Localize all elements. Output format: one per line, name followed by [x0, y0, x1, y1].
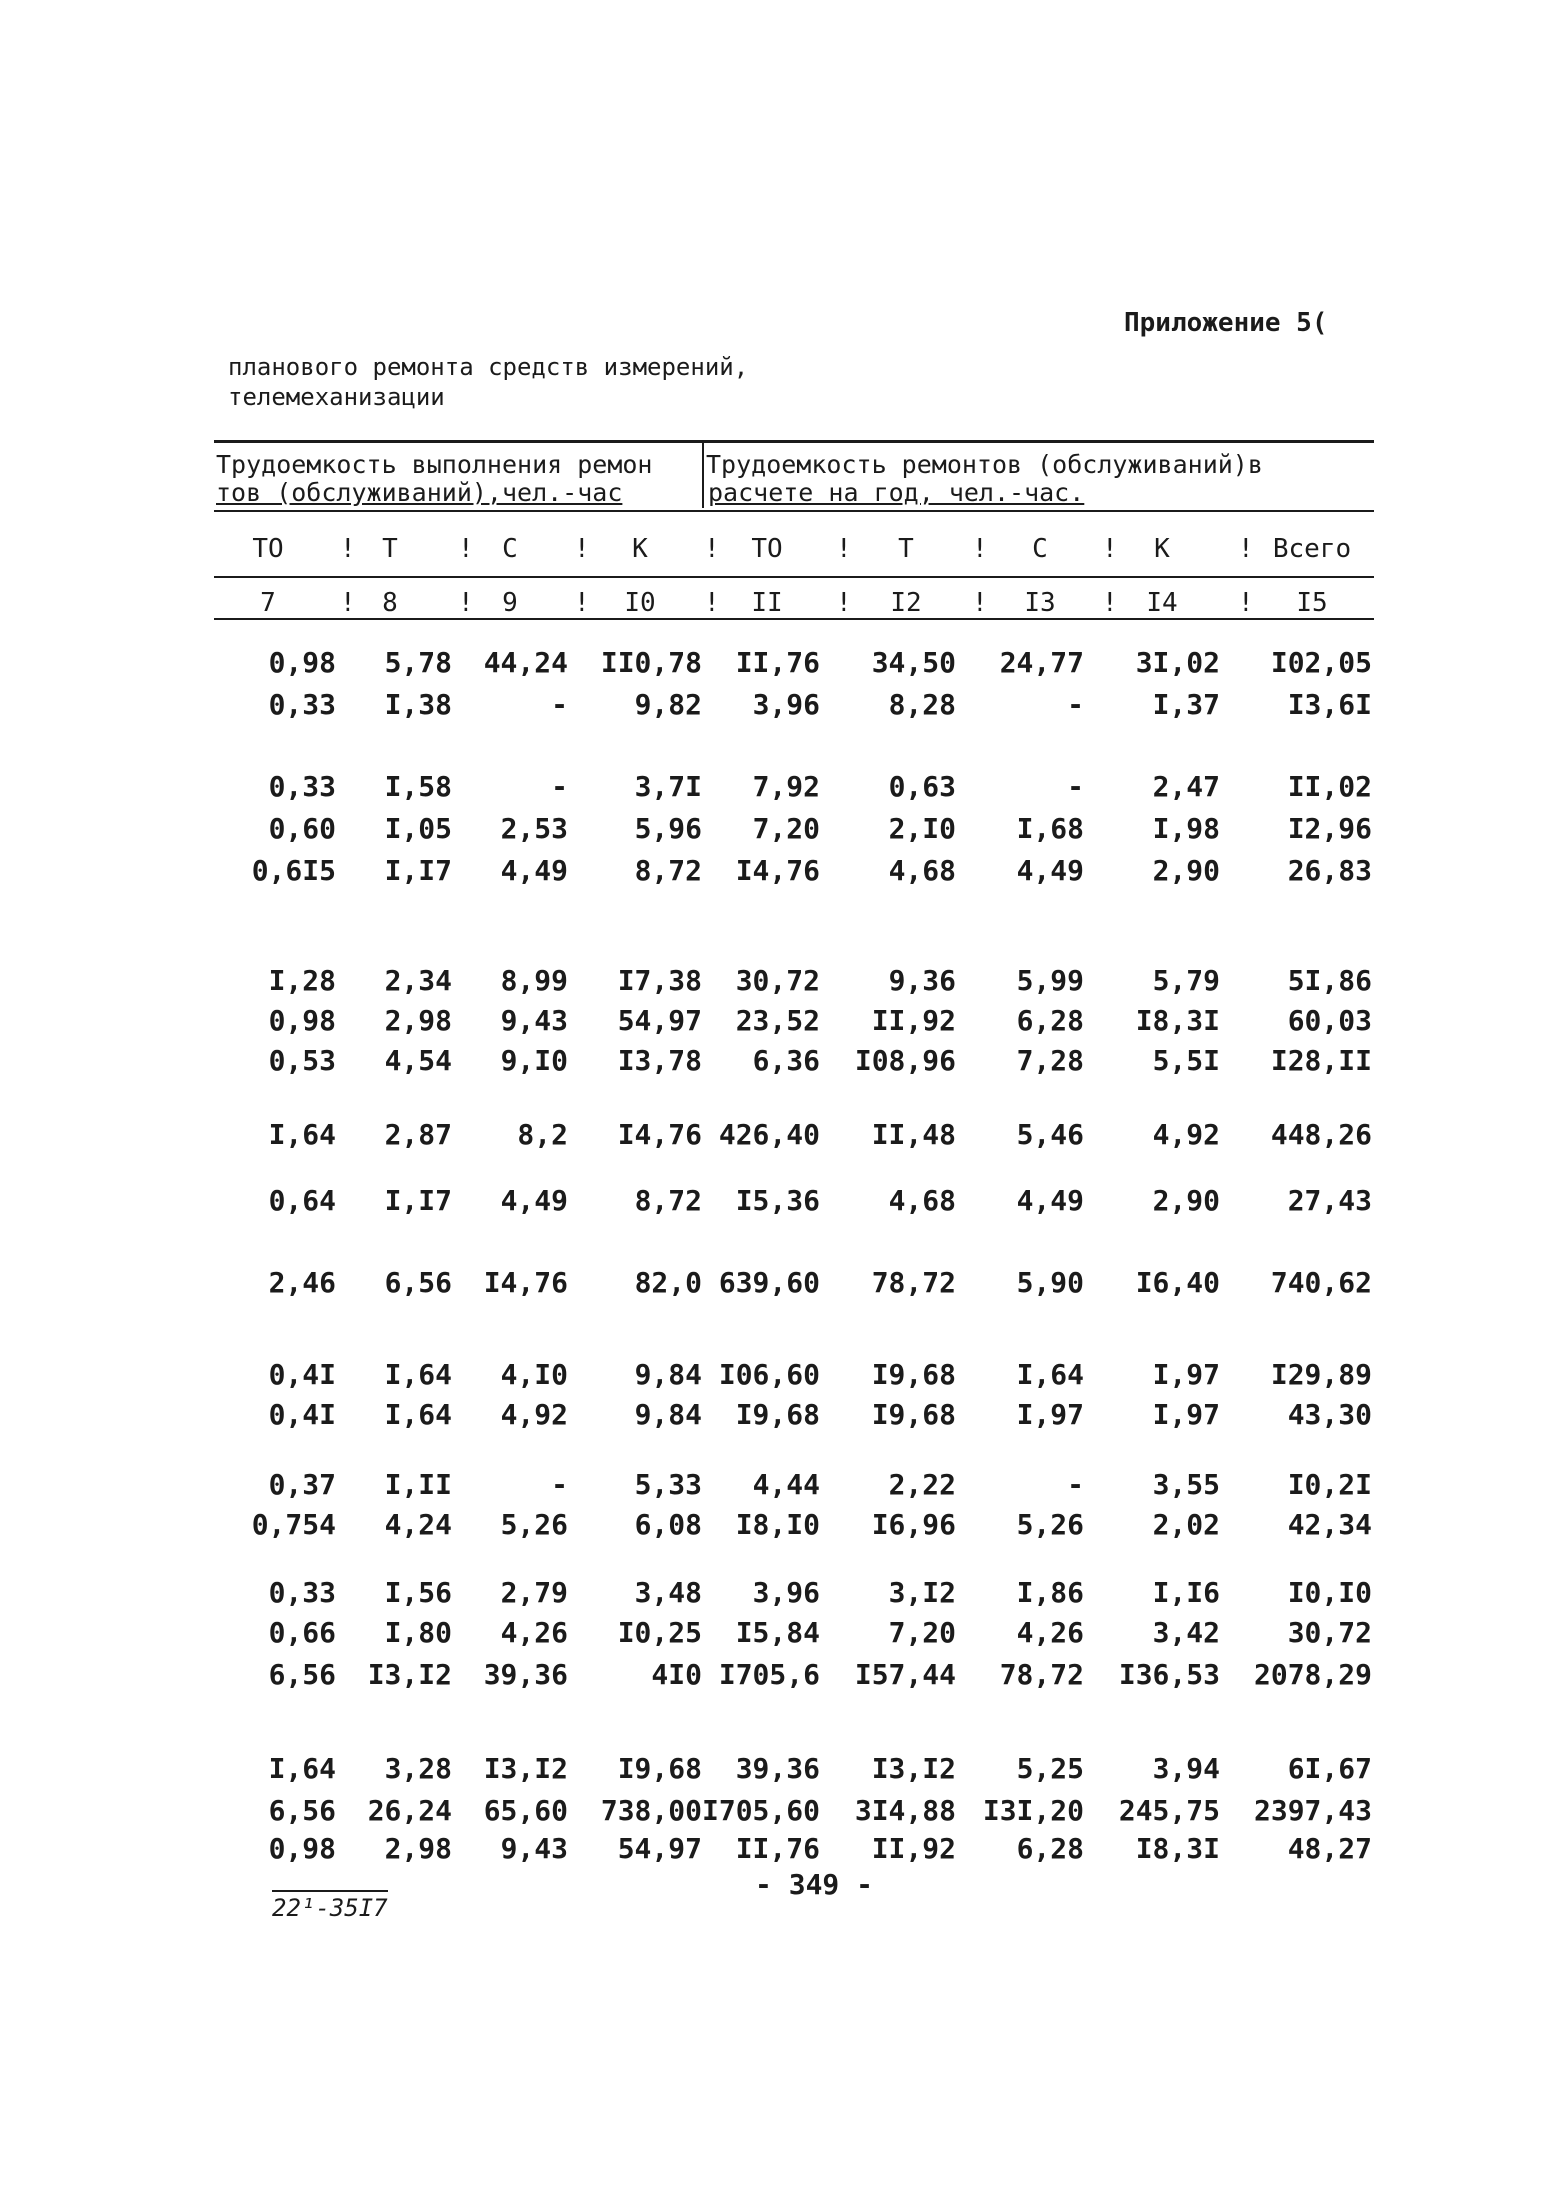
- table-cell: I,97: [1152, 1398, 1220, 1431]
- table-cell: I,I7: [384, 1184, 452, 1217]
- table-cell: 26,83: [1287, 854, 1372, 887]
- table-cell: I,37: [1152, 688, 1220, 721]
- table-cell: 9,84: [634, 1358, 702, 1391]
- table-cell: I8,I0: [735, 1508, 820, 1541]
- table-cell: I06,60: [718, 1358, 820, 1391]
- table-cell: 0,64: [268, 1184, 336, 1217]
- table-cell: II,76: [735, 646, 820, 679]
- table-cell: I4,76: [617, 1118, 702, 1151]
- table-cell: 3,55: [1152, 1468, 1220, 1501]
- table-cell: 54,97: [617, 1832, 702, 1865]
- table-cell: 2397,43: [1253, 1794, 1372, 1827]
- column-separator: !: [972, 534, 988, 564]
- table-cell: 5I,86: [1287, 964, 1372, 997]
- table-cell: -: [1067, 1468, 1084, 1501]
- column-header-2: Т: [382, 534, 398, 564]
- table-cell: 4,49: [1016, 1184, 1084, 1217]
- table-cell: 0,66: [268, 1616, 336, 1649]
- table-cell: I3,78: [617, 1044, 702, 1077]
- table-cell: 9,43: [500, 1004, 568, 1037]
- table-cell: 42,34: [1287, 1508, 1372, 1541]
- table-cell: I3,I2: [367, 1658, 452, 1691]
- table-cell: 8,99: [500, 964, 568, 997]
- table-cell: 740,62: [1270, 1266, 1372, 1299]
- table-cell: 24,77: [999, 646, 1084, 679]
- table-cell: 4,26: [1016, 1616, 1084, 1649]
- column-number-bottom-rule: [214, 618, 1374, 620]
- table-cell: 4,68: [888, 854, 956, 887]
- column-number-8: I4: [1146, 588, 1178, 618]
- table-cell: 5,99: [1016, 964, 1084, 997]
- table-cell: 0,98: [268, 1004, 336, 1037]
- table-cell: I02,05: [1270, 646, 1372, 679]
- table-cell: 60,03: [1287, 1004, 1372, 1037]
- table-cell: I6,40: [1135, 1266, 1220, 1299]
- table-cell: 5,96: [634, 812, 702, 845]
- table-cell: I,80: [384, 1616, 452, 1649]
- table-cell: I8,3I: [1135, 1832, 1220, 1865]
- table-cell: 9,I0: [500, 1044, 568, 1077]
- table-cell: 2,79: [500, 1576, 568, 1609]
- table-cell: I,28: [268, 964, 336, 997]
- table-cell: I,56: [384, 1576, 452, 1609]
- table-cell: 7,92: [752, 770, 820, 803]
- table-cell: I7,38: [617, 964, 702, 997]
- table-cell: I3,I2: [871, 1752, 956, 1785]
- page-number: - 349 -: [755, 1868, 874, 1901]
- table-cell: 3,42: [1152, 1616, 1220, 1649]
- table-cell: 426,40: [718, 1118, 820, 1151]
- table-cell: 4,44: [752, 1468, 820, 1501]
- table-cell: 5,26: [500, 1508, 568, 1541]
- table-cell: 4,68: [888, 1184, 956, 1217]
- table-cell: II,92: [871, 1004, 956, 1037]
- table-cell: 448,26: [1270, 1118, 1372, 1151]
- column-separator: !: [574, 534, 590, 564]
- table-cell: 6,28: [1016, 1832, 1084, 1865]
- table-cell: 2,90: [1152, 1184, 1220, 1217]
- column-separator: !: [972, 588, 988, 618]
- table-cell: II,02: [1287, 770, 1372, 803]
- column-separator: !: [1238, 588, 1254, 618]
- table-cell: I6,96: [871, 1508, 956, 1541]
- table-cell: 9,84: [634, 1398, 702, 1431]
- table-cell: I9,68: [735, 1398, 820, 1431]
- table-cell: -: [1067, 688, 1084, 721]
- column-separator: !: [340, 534, 356, 564]
- table-cell: I,98: [1152, 812, 1220, 845]
- table-cell: 5,79: [1152, 964, 1220, 997]
- column-separator: !: [1238, 534, 1254, 564]
- table-cell: 0,63: [888, 770, 956, 803]
- table-cell: I08,96: [854, 1044, 956, 1077]
- table-cell: 4,49: [500, 1184, 568, 1217]
- table-cell: I705,6: [718, 1658, 820, 1691]
- table-cell: 82,0: [634, 1266, 702, 1299]
- column-header-5: ТО: [751, 534, 783, 564]
- column-header-bottom-rule: [214, 576, 1374, 578]
- table-cell: 3,I2: [888, 1576, 956, 1609]
- table-cell: 0,37: [268, 1468, 336, 1501]
- table-cell: I57,44: [854, 1658, 956, 1691]
- table-cell: I0,25: [617, 1616, 702, 1649]
- table-cell: 6,56: [268, 1658, 336, 1691]
- column-header-1: ТО: [252, 534, 284, 564]
- column-number-2: 8: [382, 588, 398, 618]
- table-cell: -: [1067, 770, 1084, 803]
- table-cell: 30,72: [735, 964, 820, 997]
- footer-code: 22¹-35I7: [272, 1890, 388, 1922]
- table-cell: 6,08: [634, 1508, 702, 1541]
- table-cell: 2,02: [1152, 1508, 1220, 1541]
- table-cell: 26,24: [367, 1794, 452, 1827]
- document-subtitle: [228, 352, 748, 412]
- table-cell: 4,54: [384, 1044, 452, 1077]
- table-cell: 34,50: [871, 646, 956, 679]
- table-cell: I3,6I: [1287, 688, 1372, 721]
- column-number-6: I2: [890, 588, 922, 618]
- table-cell: I5,36: [735, 1184, 820, 1217]
- table-cell: I8,3I: [1135, 1004, 1220, 1037]
- table-cell: 39,36: [735, 1752, 820, 1785]
- table-cell: 4,I0: [500, 1358, 568, 1391]
- table-cell: 0,33: [268, 770, 336, 803]
- table-cell: 2,47: [1152, 770, 1220, 803]
- column-number-3: 9: [502, 588, 518, 618]
- table-cell: 2,98: [384, 1004, 452, 1037]
- table-cell: 5,26: [1016, 1508, 1084, 1541]
- group-header-divider: [702, 440, 704, 508]
- table-cell: -: [551, 770, 568, 803]
- column-separator: !: [574, 588, 590, 618]
- table-cell: 3,96: [752, 688, 820, 721]
- table-cell: I,64: [268, 1118, 336, 1151]
- table-cell: 4,49: [500, 854, 568, 887]
- table-cell: I2,96: [1287, 812, 1372, 845]
- table-cell: 245,75: [1118, 1794, 1220, 1827]
- table-cell: 0,6I5: [251, 854, 336, 887]
- table-cell: I9,68: [871, 1398, 956, 1431]
- column-separator: !: [836, 534, 852, 564]
- group-header-right-line-1: Трудоемкость ремонтов (обслуживаний)в: [706, 450, 1263, 479]
- table-cell: 6,56: [268, 1794, 336, 1827]
- table-cell: 8,72: [634, 854, 702, 887]
- table-cell: 3,96: [752, 1576, 820, 1609]
- column-header-8: К: [1154, 534, 1170, 564]
- table-cell: I,64: [384, 1398, 452, 1431]
- table-cell: 30,72: [1287, 1616, 1372, 1649]
- table-cell: 6I,67: [1287, 1752, 1372, 1785]
- table-cell: 48,27: [1287, 1832, 1372, 1865]
- table-cell: 8,2: [517, 1118, 568, 1151]
- table-cell: 0,4I: [268, 1398, 336, 1431]
- table-cell: 2,98: [384, 1832, 452, 1865]
- table-cell: I28,II: [1270, 1044, 1372, 1077]
- table-cell: I,64: [384, 1358, 452, 1391]
- column-header-9: Всего: [1272, 534, 1352, 564]
- table-cell: 9,82: [634, 688, 702, 721]
- table-cell: I0,I0: [1287, 1576, 1372, 1609]
- table-cell: 65,60: [483, 1794, 568, 1827]
- table-cell: 54,97: [617, 1004, 702, 1037]
- table-cell: -: [551, 688, 568, 721]
- table-cell: 2,I0: [888, 812, 956, 845]
- column-header-6: Т: [898, 534, 914, 564]
- table-cell: 0,754: [251, 1508, 336, 1541]
- table-cell: 2,87: [384, 1118, 452, 1151]
- table-top-rule: [214, 440, 1374, 443]
- table-cell: 7,20: [752, 812, 820, 845]
- table-cell: 639,60: [718, 1266, 820, 1299]
- column-separator: !: [836, 588, 852, 618]
- table-cell: I,II: [384, 1468, 452, 1501]
- column-separator: !: [1102, 588, 1118, 618]
- table-cell: I,64: [268, 1752, 336, 1785]
- table-cell: 6,36: [752, 1044, 820, 1077]
- table-cell: II,76: [735, 1832, 820, 1865]
- column-number-1: 7: [260, 588, 276, 618]
- table-cell: 43,30: [1287, 1398, 1372, 1431]
- table-cell: I,I6: [1152, 1576, 1220, 1609]
- table-cell: 2,22: [888, 1468, 956, 1501]
- column-separator: !: [704, 588, 720, 618]
- table-cell: I,05: [384, 812, 452, 845]
- table-cell: I,58: [384, 770, 452, 803]
- column-header-3: С: [502, 534, 518, 564]
- table-cell: 3I4,88: [854, 1794, 956, 1827]
- column-header-7: С: [1032, 534, 1048, 564]
- column-number-4: I0: [624, 588, 656, 618]
- table-cell: 3,28: [384, 1752, 452, 1785]
- table-cell: I,97: [1016, 1398, 1084, 1431]
- group-header-bottom-rule: [214, 510, 1374, 512]
- column-separator: !: [1102, 534, 1118, 564]
- table-cell: 5,25: [1016, 1752, 1084, 1785]
- table-cell: 5,5I: [1152, 1044, 1220, 1077]
- subtitle-line-1: планового ремонта средств измерений,: [228, 353, 749, 381]
- group-header-right-line-2: расчете на год, чел.-час.: [708, 478, 1085, 507]
- table-cell: I,I7: [384, 854, 452, 887]
- table-cell: 44,24: [483, 646, 568, 679]
- table-cell: I,64: [1016, 1358, 1084, 1391]
- table-cell: 27,43: [1287, 1184, 1372, 1217]
- table-cell: 5,78: [384, 646, 452, 679]
- table-cell: 738,00: [600, 1794, 702, 1827]
- column-number-7: I3: [1024, 588, 1056, 618]
- subtitle-line-2: телемеханизации: [228, 383, 445, 411]
- table-cell: -: [551, 1468, 568, 1501]
- table-cell: I3,I2: [483, 1752, 568, 1785]
- column-header-4: К: [632, 534, 648, 564]
- table-cell: I705,60: [701, 1794, 820, 1827]
- table-cell: I4,76: [735, 854, 820, 887]
- table-cell: 2,34: [384, 964, 452, 997]
- table-cell: I0,2I: [1287, 1468, 1372, 1501]
- table-cell: 2,90: [1152, 854, 1220, 887]
- appendix-label: Приложение 5(: [1124, 308, 1328, 338]
- column-separator: !: [340, 588, 356, 618]
- group-header-left-line-2: тов (обслуживаний),чел.-час: [216, 478, 623, 507]
- column-number-5: II: [751, 588, 783, 618]
- table-cell: 3I,02: [1135, 646, 1220, 679]
- table-cell: 4,92: [500, 1398, 568, 1431]
- column-separator: !: [458, 588, 474, 618]
- table-cell: 0,60: [268, 812, 336, 845]
- table-cell: 5,46: [1016, 1118, 1084, 1151]
- table-cell: I36,53: [1118, 1658, 1220, 1691]
- table-cell: 0,4I: [268, 1358, 336, 1391]
- table-cell: 2,53: [500, 812, 568, 845]
- table-cell: 78,72: [871, 1266, 956, 1299]
- table-cell: 9,43: [500, 1832, 568, 1865]
- table-cell: I9,68: [871, 1358, 956, 1391]
- table-cell: 5,90: [1016, 1266, 1084, 1299]
- table-cell: 4I0: [651, 1658, 702, 1691]
- table-cell: II0,78: [600, 646, 702, 679]
- table-cell: 4,24: [384, 1508, 452, 1541]
- table-cell: II,92: [871, 1832, 956, 1865]
- table-cell: 0,98: [268, 1832, 336, 1865]
- table-cell: 8,72: [634, 1184, 702, 1217]
- table-cell: 0,33: [268, 688, 336, 721]
- table-cell: I4,76: [483, 1266, 568, 1299]
- table-cell: 2,46: [268, 1266, 336, 1299]
- table-cell: 6,56: [384, 1266, 452, 1299]
- table-cell: 7,28: [1016, 1044, 1084, 1077]
- column-number-9: I5: [1296, 588, 1328, 618]
- column-separator: !: [704, 534, 720, 564]
- table-cell: 4,49: [1016, 854, 1084, 887]
- table-cell: 39,36: [483, 1658, 568, 1691]
- table-cell: I,97: [1152, 1358, 1220, 1391]
- table-cell: I,38: [384, 688, 452, 721]
- table-cell: 3,7I: [634, 770, 702, 803]
- table-cell: II,48: [871, 1118, 956, 1151]
- table-cell: 3,94: [1152, 1752, 1220, 1785]
- group-header-left-line-1: Трудоемкость выполнения ремон: [216, 450, 653, 479]
- table-cell: 23,52: [735, 1004, 820, 1037]
- table-cell: 3,48: [634, 1576, 702, 1609]
- table-cell: 4,26: [500, 1616, 568, 1649]
- table-cell: 4,92: [1152, 1118, 1220, 1151]
- table-cell: 7,20: [888, 1616, 956, 1649]
- column-separator: !: [458, 534, 474, 564]
- table-cell: 78,72: [999, 1658, 1084, 1691]
- table-cell: I,86: [1016, 1576, 1084, 1609]
- table-cell: I29,89: [1270, 1358, 1372, 1391]
- table-cell: 8,28: [888, 688, 956, 721]
- table-cell: I9,68: [617, 1752, 702, 1785]
- table-cell: 6,28: [1016, 1004, 1084, 1037]
- table-cell: 0,53: [268, 1044, 336, 1077]
- table-cell: 2078,29: [1253, 1658, 1372, 1691]
- table-cell: 0,33: [268, 1576, 336, 1609]
- table-cell: I3I,20: [982, 1794, 1084, 1827]
- table-cell: I,68: [1016, 812, 1084, 845]
- table-cell: 0,98: [268, 646, 336, 679]
- table-cell: I5,84: [735, 1616, 820, 1649]
- table-cell: 5,33: [634, 1468, 702, 1501]
- table-cell: 9,36: [888, 964, 956, 997]
